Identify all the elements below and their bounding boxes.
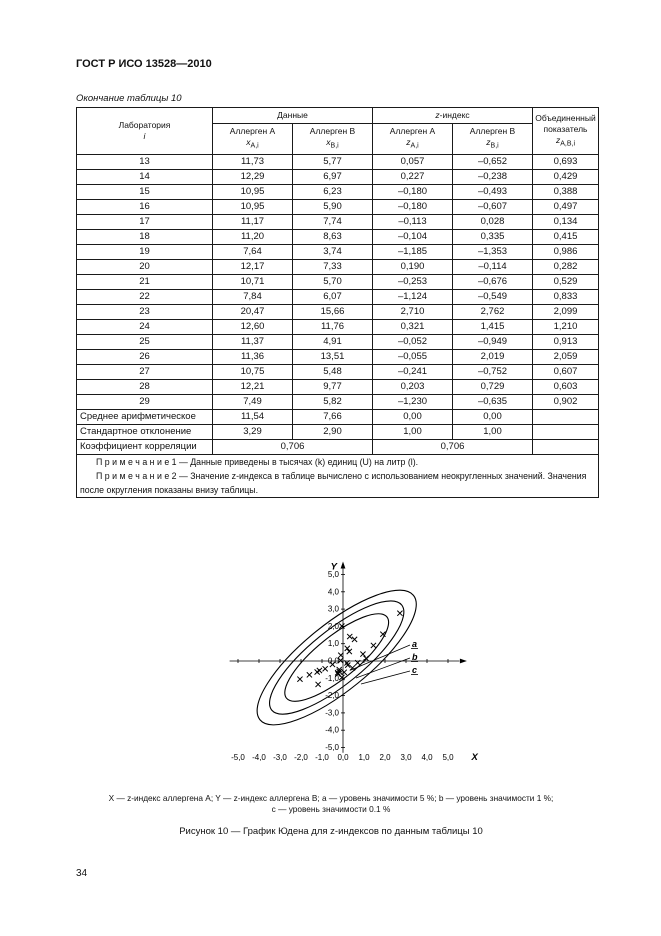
value-cell-zb: –0,549	[453, 289, 533, 304]
lab-number-cell: 13	[77, 154, 213, 169]
value-cell-zab: 1,210	[533, 319, 599, 334]
svg-text:a: a	[412, 639, 418, 649]
svg-text:2,0: 2,0	[327, 621, 339, 631]
svg-text:5,0: 5,0	[327, 570, 339, 579]
lab-number-cell: 19	[77, 244, 213, 259]
allergen-a-label: Аллерген A	[389, 126, 436, 136]
value-cell-zb: 1,415	[453, 319, 533, 334]
svg-text:0,0: 0,0	[327, 656, 339, 666]
lab-number-cell: 22	[77, 289, 213, 304]
correlation-label-cell: Коэффициент корреляции	[77, 439, 213, 454]
header-combined-line1: Объединенный	[535, 112, 596, 123]
summary-row	[77, 424, 599, 439]
table-row	[77, 154, 599, 169]
correlation-data-value: 0,706	[213, 439, 373, 454]
svg-text:-5,0: -5,0	[325, 743, 339, 752]
zb-subscript: B,i	[490, 142, 499, 150]
value-cell-xa: 12,29	[213, 169, 293, 184]
table-row	[77, 214, 599, 229]
value-cell-za: 0,321	[373, 319, 453, 334]
value-cell-zb: 0,028	[453, 214, 533, 229]
svg-text:1,0: 1,0	[358, 753, 370, 762]
value-cell-za: –0,241	[373, 364, 453, 379]
svg-text:-2,0: -2,0	[325, 691, 339, 701]
page-number: 34	[76, 868, 88, 879]
value-cell-xa: 10,75	[213, 364, 293, 379]
allergen-b-label: Аллерген B	[309, 126, 356, 136]
lab-number-cell: 14	[77, 169, 213, 184]
value-cell-xa: 10,95	[213, 199, 293, 214]
header-allergen-b-data	[293, 124, 373, 155]
table-row	[77, 364, 599, 379]
lab-number-cell: 23	[77, 304, 213, 319]
youden-plot-svg	[168, 556, 492, 788]
correlation-empty-cell	[533, 439, 599, 454]
xa-subscript: A,i	[250, 142, 259, 150]
table-header	[77, 108, 599, 155]
svg-text:X: X	[471, 752, 478, 763]
value-cell-za: 0,227	[373, 169, 453, 184]
notes-row	[77, 454, 599, 497]
table-summary	[77, 409, 599, 439]
summary-label-cell: Среднее арифметическое	[77, 409, 213, 424]
svg-text:2,0: 2,0	[379, 753, 391, 762]
header-allergen-b-z	[453, 124, 533, 155]
lab-number-cell: 24	[77, 319, 213, 334]
lab-number-cell: 16	[77, 199, 213, 214]
value-cell-za: 0,190	[373, 259, 453, 274]
table-continuation-label: Окончание таблицы 10	[76, 93, 182, 104]
table-row	[77, 304, 599, 319]
figure-caption-line1: X — z-индекс аллергена A; Y — z-индекс аллергена B; a — уровень значимости 5 %; b — уровень значимости 1 %;	[108, 793, 554, 803]
summary-row	[77, 409, 599, 424]
value-cell-xa: 7,84	[213, 289, 293, 304]
value-cell-za: –0,055	[373, 349, 453, 364]
za-symbol: z	[406, 137, 411, 147]
figure-caption-line2: c — уровень значимости 0.1 %	[271, 804, 391, 814]
svg-text:-3,0: -3,0	[273, 753, 287, 762]
allergen-b-label: Аллерген B	[469, 126, 516, 136]
value-cell-za: –0,180	[373, 199, 453, 214]
svg-text:-4,0: -4,0	[325, 725, 339, 735]
header-combined	[533, 108, 599, 155]
value-cell-za: –0,104	[373, 229, 453, 244]
xb-subscript: B,i	[330, 142, 339, 150]
table-row	[77, 274, 599, 289]
note-1: П р и м е ч а н и е 1 — Данные приведены в тысячах (k) единиц (U) на литр (l).	[96, 456, 419, 467]
value-cell-xb: 15,66	[293, 304, 373, 319]
value-cell-xa: 7,49	[213, 394, 293, 409]
table-row	[77, 394, 599, 409]
za-symbol-wrap	[375, 137, 450, 152]
correlation-z-value: 0,706	[373, 439, 533, 454]
header-z-rest: -индекс	[439, 110, 470, 120]
value-cell-zab: 0,913	[533, 334, 599, 349]
value-cell-zab: 0,986	[533, 244, 599, 259]
value-cell-xa: 12,60	[213, 319, 293, 334]
figure-title: Рисунок 10 — График Юдена для z-индексов по данным таблицы 10	[179, 826, 483, 837]
lab-number-cell: 21	[77, 274, 213, 289]
value-cell-xb: 11,76	[293, 319, 373, 334]
table-row	[77, 199, 599, 214]
summary-value-za: 0,00	[373, 409, 453, 424]
value-cell-zb: 2,019	[453, 349, 533, 364]
youden-plot	[168, 556, 492, 788]
summary-value-zab	[533, 409, 599, 424]
xb-symbol-wrap	[295, 137, 370, 152]
value-cell-zb: 2,762	[453, 304, 533, 319]
table-row	[77, 349, 599, 364]
value-cell-zb: –0,607	[453, 199, 533, 214]
value-cell-zab: 0,603	[533, 379, 599, 394]
value-cell-xb: 7,33	[293, 259, 373, 274]
note-2: П р и м е ч а н и е 2 — Значение z-индекса в таблице вычислено с использованием неокругленных значений. Значения после округления показаны внизу таблицы.	[80, 470, 587, 495]
value-cell-xa: 11,36	[213, 349, 293, 364]
summary-value-xb: 2,90	[293, 424, 373, 439]
table-row	[77, 289, 599, 304]
lab-number-cell: 20	[77, 259, 213, 274]
header-allergen-a-data	[213, 124, 293, 155]
value-cell-zb: –1,353	[453, 244, 533, 259]
lab-number-cell: 15	[77, 184, 213, 199]
header-combined-line2: показатель	[543, 123, 588, 134]
svg-text:1,0: 1,0	[327, 639, 339, 649]
svg-text:-4,0: -4,0	[252, 753, 266, 762]
value-cell-xb: 6,23	[293, 184, 373, 199]
correlation-row	[77, 439, 599, 454]
header-combined-symbol	[535, 135, 596, 150]
table-row	[77, 244, 599, 259]
value-cell-xa: 7,64	[213, 244, 293, 259]
value-cell-zab: 0,497	[533, 199, 599, 214]
value-cell-xa: 11,20	[213, 229, 293, 244]
svg-text:Y: Y	[330, 561, 337, 573]
lab-number-cell: 29	[77, 394, 213, 409]
value-cell-zb: –0,676	[453, 274, 533, 289]
value-cell-xb: 8,63	[293, 229, 373, 244]
value-cell-zab: 0,429	[533, 169, 599, 184]
value-cell-zb: –0,752	[453, 364, 533, 379]
svg-text:-1,0: -1,0	[325, 673, 339, 683]
svg-text:5,0: 5,0	[442, 753, 454, 762]
value-cell-xa: 10,95	[213, 184, 293, 199]
combined-subscript: A,B,i	[560, 140, 576, 148]
value-cell-za: 0,203	[373, 379, 453, 394]
value-cell-zab: 0,415	[533, 229, 599, 244]
value-cell-zb: 0,729	[453, 379, 533, 394]
zb-symbol: z	[486, 137, 491, 147]
allergen-a-label: Аллерген A	[229, 126, 276, 136]
svg-text:-5,0: -5,0	[231, 753, 245, 762]
table-row	[77, 184, 599, 199]
value-cell-xb: 5,77	[293, 154, 373, 169]
value-cell-zb: –0,949	[453, 334, 533, 349]
value-cell-xa: 11,73	[213, 154, 293, 169]
table-row	[77, 229, 599, 244]
value-cell-za: –0,180	[373, 184, 453, 199]
header-group-data: Данные	[213, 108, 373, 124]
table-body	[77, 154, 599, 409]
table-row	[77, 334, 599, 349]
summary-value-zb: 1,00	[453, 424, 533, 439]
summary-value-xb: 7,66	[293, 409, 373, 424]
svg-text:0,0: 0,0	[337, 753, 349, 762]
lab-number-cell: 28	[77, 379, 213, 394]
value-cell-za: –1,124	[373, 289, 453, 304]
value-cell-xb: 9,77	[293, 379, 373, 394]
value-cell-xb: 5,90	[293, 199, 373, 214]
value-cell-zb: –0,635	[453, 394, 533, 409]
table-10	[76, 107, 599, 498]
summary-value-za: 1,00	[373, 424, 453, 439]
value-cell-za: –1,185	[373, 244, 453, 259]
value-cell-zab: 0,134	[533, 214, 599, 229]
svg-text:3,0: 3,0	[327, 604, 339, 614]
value-cell-zb: –0,238	[453, 169, 533, 184]
value-cell-xb: 4,91	[293, 334, 373, 349]
value-cell-xa: 11,17	[213, 214, 293, 229]
combined-symbol: z	[555, 134, 561, 145]
document-header: ГОСТ Р ИСО 13528—2010	[76, 58, 212, 70]
value-cell-xb: 5,70	[293, 274, 373, 289]
xa-symbol: x	[246, 137, 251, 147]
value-cell-xa: 12,17	[213, 259, 293, 274]
value-cell-zab: 2,099	[533, 304, 599, 319]
summary-value-zb: 0,00	[453, 409, 533, 424]
lab-number-cell: 27	[77, 364, 213, 379]
summary-value-xa: 3,29	[213, 424, 293, 439]
xa-symbol-wrap	[215, 137, 290, 152]
lab-number-cell: 25	[77, 334, 213, 349]
svg-text:b: b	[412, 652, 418, 662]
svg-text:-2,0: -2,0	[294, 753, 308, 762]
table-row	[77, 169, 599, 184]
value-cell-za: 0,057	[373, 154, 453, 169]
svg-text:3,0: 3,0	[400, 753, 412, 762]
svg-text:4,0: 4,0	[327, 587, 339, 597]
summary-label-cell: Стандартное отклонение	[77, 424, 213, 439]
value-cell-zab: 0,693	[533, 154, 599, 169]
lab-number-cell: 17	[77, 214, 213, 229]
value-cell-xb: 13,51	[293, 349, 373, 364]
svg-text:-1,0: -1,0	[315, 753, 329, 762]
value-cell-xb: 6,07	[293, 289, 373, 304]
value-cell-xa: 10,71	[213, 274, 293, 289]
zb-symbol-wrap	[455, 137, 530, 152]
value-cell-za: 2,710	[373, 304, 453, 319]
value-cell-zab: 0,529	[533, 274, 599, 289]
table-notes	[77, 454, 599, 497]
header-z-symbol: z	[435, 110, 440, 120]
header-laboratory-index: i	[143, 130, 146, 141]
svg-text:-3,0: -3,0	[325, 708, 339, 718]
lab-number-cell: 18	[77, 229, 213, 244]
header-group-zindex	[373, 108, 533, 124]
summary-value-xa: 11,54	[213, 409, 293, 424]
value-cell-zab: 0,282	[533, 259, 599, 274]
value-cell-zb: –0,114	[453, 259, 533, 274]
value-cell-zab: 0,833	[533, 289, 599, 304]
value-cell-zab: 0,902	[533, 394, 599, 409]
value-cell-xa: 11,37	[213, 334, 293, 349]
value-cell-xb: 3,74	[293, 244, 373, 259]
xb-symbol: x	[326, 137, 331, 147]
value-cell-zab: 0,607	[533, 364, 599, 379]
table-row	[77, 379, 599, 394]
value-cell-xa: 12,21	[213, 379, 293, 394]
value-cell-za: –0,253	[373, 274, 453, 289]
value-cell-zab: 0,388	[533, 184, 599, 199]
value-cell-xb: 5,82	[293, 394, 373, 409]
header-laboratory	[77, 108, 213, 155]
value-cell-zab: 2,059	[533, 349, 599, 364]
header-laboratory-label: Лаборатория	[118, 119, 171, 130]
value-cell-xa: 20,47	[213, 304, 293, 319]
value-cell-za: –0,113	[373, 214, 453, 229]
table-row	[77, 319, 599, 334]
lab-number-cell: 26	[77, 349, 213, 364]
figure-caption	[70, 793, 592, 815]
value-cell-za: –1,230	[373, 394, 453, 409]
value-cell-za: –0,052	[373, 334, 453, 349]
value-cell-zb: –0,493	[453, 184, 533, 199]
value-cell-xb: 5,48	[293, 364, 373, 379]
svg-text:c: c	[412, 665, 418, 675]
table-footer	[77, 439, 599, 497]
value-cell-zb: 0,335	[453, 229, 533, 244]
value-cell-xb: 6,97	[293, 169, 373, 184]
value-cell-zb: –0,652	[453, 154, 533, 169]
svg-text:4,0: 4,0	[421, 753, 433, 762]
header-allergen-a-z	[373, 124, 453, 155]
summary-value-zab	[533, 424, 599, 439]
table-row	[77, 259, 599, 274]
za-subscript: A,i	[410, 142, 419, 150]
value-cell-xb: 7,74	[293, 214, 373, 229]
